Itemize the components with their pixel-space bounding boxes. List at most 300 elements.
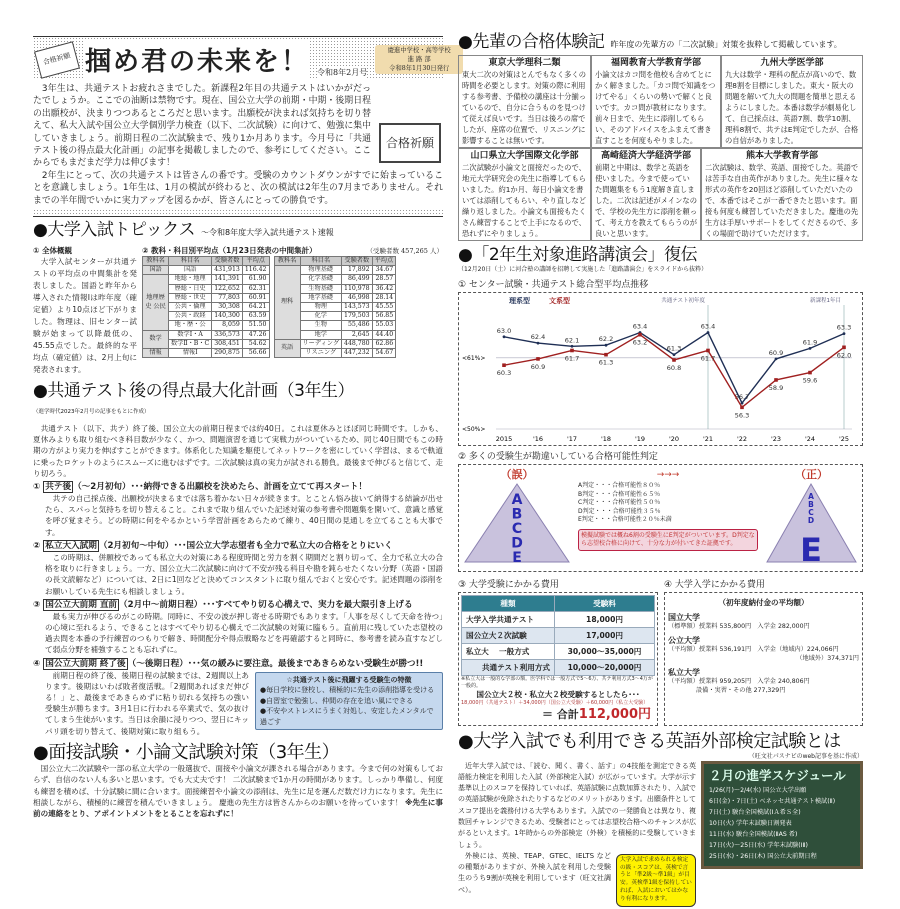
schedule-item: 6日(金)・7日(土) ベネッセ共通テスト模試(Ⅱ) [709, 797, 836, 805]
column-header: 受験者数 [212, 257, 243, 266]
left-column [33, 36, 451, 820]
data-label: 62.1 [564, 336, 580, 345]
legend-bunkei: 文系型 [549, 297, 570, 305]
subject-name: 公共・倫理 [169, 303, 212, 312]
enroll-cost-title: ④ 大学入学にかかる費用 [664, 580, 765, 590]
schedule-item: 25日(水)・26日(木) 国公立大前期日程 [709, 852, 817, 860]
average-score: 28.57 [372, 275, 396, 284]
english-heading: ●大学入試でも利用できる英語外部検定試験とは [458, 730, 841, 752]
subject-name: 地・歴・公 [169, 321, 212, 330]
enroll-title: （初年度納付金の平均額） [718, 598, 809, 607]
average-score: 56.85 [372, 312, 396, 321]
enroll-cost-section [664, 574, 863, 726]
x-tick-label: '18 [600, 435, 612, 443]
examinee-count: 336,573 [212, 330, 243, 339]
step-summary: （～後期日程）･･･気の緩みに要注意。最後まであきらめない受験生が勝つ!! [127, 658, 424, 669]
judgement-level: C判定・・・合格可能性５０％ [578, 499, 661, 506]
testimonial-cell [721, 55, 863, 148]
examinee-count: 8,059 [212, 321, 243, 330]
data-point [605, 344, 608, 347]
average-score: 61.90 [242, 275, 269, 284]
x-tick-label: '20 [668, 435, 680, 443]
average-score: 116.42 [242, 266, 269, 275]
data-point [570, 349, 574, 353]
data-point [808, 371, 812, 375]
table-row [274, 339, 396, 348]
data-label: 62.4 [530, 333, 546, 342]
overview-title: ① 全体概観 [33, 246, 72, 256]
ema-big: 合格祈願 [379, 123, 441, 163]
average-score-chart [459, 293, 859, 445]
cost-line: （地域外）374,371円 [796, 654, 859, 662]
arrow-icon: →→→ [656, 470, 680, 480]
table-row [274, 266, 396, 275]
topics-heading [33, 220, 443, 243]
grade-letter: C [808, 508, 814, 517]
english-callout: 大学入試で求められる検定の級・スコアは、英検で言うと「準2級～準1級」が目安。英検準1級を保持していれば、入試においてはかなり有利になります。 [616, 854, 696, 907]
data-label: 56.3 [734, 411, 750, 420]
step-number: ② [33, 540, 44, 551]
subject-name: 化学基礎 [300, 275, 342, 284]
examinee-count: 140,300 [212, 312, 243, 321]
tips-item: ●不安やストレスにうまく対処し、安定したメンタルで過ごす [260, 707, 434, 726]
examinee-count: 77,803 [212, 293, 243, 302]
cost-case: 国公立大２校・私立大２校受験するとしたら･･･ [476, 690, 640, 699]
interview-text [33, 763, 443, 820]
cost-line: 設備・実習・その他 277,329円 [696, 686, 786, 694]
university-name: 福岡教育大学教育学部 [610, 58, 701, 68]
judgement-level: B判定・・・合格可能性６５％ [578, 490, 661, 498]
university-type: 国立大学 [668, 613, 700, 622]
column-header: 科目名 [169, 257, 212, 266]
data-point [843, 332, 846, 335]
subject-name: 化学 [300, 312, 342, 321]
plan-source-note: （進学時代2023年2月号の記事をもとに作成） [33, 409, 150, 416]
testimonial-cell [458, 148, 591, 241]
average-score: 55.03 [372, 321, 396, 330]
examinee-count: 141,391 [212, 275, 243, 284]
plan-title: ●共通テスト後の得点最大化計画（3年生） [33, 381, 354, 402]
average-score: 54.67 [372, 349, 396, 358]
examinee-count: （受験者数 457,265 人） [366, 247, 443, 256]
examinee-count: 110,978 [342, 284, 373, 293]
step-text: この時期は、併願校であっても私立大の対策にある程度時間と労力を割く期間だと割り切って、全力で私立大の合格を取りに行きましょう。一方、国公立大二次試験に向けて不安が残る科目や勘を鈍らせたくない分野（英語・国語の長文読解など）については、2日に1回などと決めてコンスタントに取り組んでおくと安心です。記述問題の添削をお願いしている先生にも相談しましょう。 [45, 552, 443, 596]
x-tick-label: '22 [736, 435, 748, 443]
average-score: 62.86 [372, 339, 396, 348]
step-text: 最も実力が伸びるのがこの時期。同時に、不安の波が押し寄せる時期でもあります。「人事を尽くして天命を待つ」の心境に至れるよう、できることはすべてやり切る心構えで二次試験の対策に臨もう。直前用に残していた志望校の過去問を本番の予行練習のつもりで解き、時間配分や得点戦略などを再確認すると同時に、参考書を読み直すなどして弱点分野を補強することも忘れずに。 [45, 611, 443, 655]
examinee-count: 448,780 [342, 339, 373, 348]
average-score: 28.14 [372, 293, 396, 302]
lecture-note: （12月20日（土）に河合塾の講師を招聘して実施した「進路講演会」をスライドから抜粋） [458, 266, 708, 273]
english-text [458, 761, 696, 909]
examinee-count: 431,913 [212, 266, 243, 275]
university-cost [668, 667, 859, 695]
senpai-title: ●先輩の合格体験記 [458, 32, 605, 52]
data-point [775, 357, 778, 360]
senpai-row [458, 55, 863, 148]
examinee-count: 55,486 [342, 321, 373, 330]
testimonial-text: 二次試験は、数学、英語、面接でした。英語では苦手な自由英作がありました。先生に様々な形式の英作を20回ほど添削していただいたので、本番ではそこが一番できたと思います。面接も何度も練習していただきました。慶進の先生方は手厚いサポートをしてくださるので、多くの場面で助けていただけます。 [705, 163, 859, 238]
data-label: 61.9 [802, 338, 818, 347]
issue-label: 令和8年2月号 [317, 68, 368, 77]
testimonial-text: 前期と中期は、数学と英語を使いました。今まで使っていた問題集をもう1度解き直しました。二次は記述がメインなので、学校の先生方に添削を頼って、考え方を教えてもらうのが良いと思います。 [595, 163, 698, 238]
data-point [740, 406, 744, 410]
testimonial-text: 東大二次の対策はとんでもなく多くの時間を必要とします。対策の際に利用する参考書、予備校の講座は十分揃っているので、自分に合うものを見つけて従えば良いです。当日は後ろの席でしたが、座席の位置で、リスニングに影響することは無いです。 [462, 70, 587, 145]
schedule-title: ２月の進学スケジュール [709, 767, 846, 783]
average-score: 36.42 [372, 284, 396, 293]
schedule-item: 7日(土) 駿台全国模試(ⅠＡ希Ｓ全) [709, 808, 801, 816]
overview [33, 246, 137, 376]
topics-title: ●大学入試トピックス [33, 220, 195, 241]
average-score: 64.21 [242, 303, 269, 312]
data-label: 63.4 [700, 322, 716, 331]
judgement-level: D判定・・・合格可能性３５％ [578, 507, 661, 515]
tips-box [255, 672, 443, 731]
english-note: （旺文社パスナビのweb記事を基に作成） [748, 752, 863, 760]
data-label: 58.9 [768, 383, 784, 392]
data-point [503, 335, 506, 338]
column-header: 平均点 [242, 257, 269, 266]
examinee-count: 2,645 [342, 330, 373, 339]
chart-frame [458, 292, 863, 446]
marker-label: 新課程1年目 [810, 298, 841, 304]
university-name: 東京大学理科二類 [488, 58, 561, 68]
average-score: 44.40 [372, 330, 396, 339]
subject-group: 理科 [274, 266, 300, 340]
cost-sections [458, 574, 863, 726]
step-summary: （2月中～前期日程）･･･すべてやり切る心構えで、実力を最大限引き上げる [119, 599, 413, 610]
average-score: 45.55 [372, 303, 396, 312]
subject-group: 数学 [143, 330, 169, 348]
data-label: 63.3 [836, 323, 852, 332]
schedule-item: 11日(水) 駿台全国模試(ⅡAS 希) [709, 830, 798, 838]
cost-calculation: 18,000円（共通テスト）＋34,000円（国公立大受験）＋60,000円（私立大受験） [461, 700, 649, 706]
plan-steps [33, 481, 443, 737]
score-tables [142, 246, 443, 376]
cost-fine-print: ※私立大は一般的な学部の額。医学科では一般方式で5～6万、共テ利用方式3～4万が一般的。 [461, 676, 653, 689]
intro-paragraph: 2年生にとって、次の共通テストは皆さんの番です。受験のカウントダウンがすでに始まっていることを意識しましょう。1年生は、1月の模試が終わると、次の模試は2年生の7月までありません。それまでの半年間でいかに実力アップを図るかが、皆さんにとっての勝負です。 [33, 170, 443, 206]
right-pyramid [764, 482, 859, 564]
column-header: 教科名 [143, 257, 169, 266]
university-type: 公立大学 [668, 636, 700, 646]
wrong-label: （誤） [500, 468, 534, 481]
english-paragraph: 近年大学入試では、「読む、聞く、書く、話す」の4技能を測定できる英語能力検定を利用した入試（外部検定入試）が広がっています。大学が示す基準以上のスコアを保持していれば、英語試験に点数加算されたり、入試での英語試験が免除されたりするなどのメリットがあります。出願条件としてスコア提出を義務付ける大学もあります。入試での一発勝負とは異なり、複数回チャレンジできるため、受験者にとっては志望校合格へのチャンスが広がるといえます。1年時からの外部検定（外検）を積極的に受験していきましょう。 [458, 761, 696, 849]
data-label: 63.4 [632, 322, 648, 331]
grade-letter: E [800, 531, 822, 564]
newsletter-title: 掴め君の未来を！ [85, 41, 309, 78]
schedule-item: 1/26(月)～2/4(水) 国公立大学出願 [709, 786, 807, 794]
enroll-cost-frame [664, 592, 863, 726]
interview-body: 国公立大二次試験や一部の私立大学の一般選抜で、面接や小論文が課される場合があります。今まで何の対策もしておらず、自信のない人も多いと思います。でも大丈夫です！ 二次試験まで1か月の時間があります。しっかり準備し、何度も練習を積めば、十分試験に間に合います。面接練習や小論文の添削は、先生に足を運んだ数だけ力になります。先生に相談しながら、積極的に練習を積んでいきましょう。 慶進の先生方は皆さんからのお願いを待っています！ [33, 763, 443, 807]
column-header: 受験者数 [342, 257, 373, 266]
header-rule-bottom [33, 209, 443, 217]
schedule-list [709, 786, 855, 861]
exam-fee: 10,000～20,000円 [555, 660, 655, 676]
cost-column-header: 受験料 [555, 596, 655, 612]
cost-header-row [462, 596, 655, 612]
data-label: 61.3 [666, 344, 682, 353]
right-label: （正） [795, 468, 828, 481]
data-label: 63.0 [496, 326, 512, 335]
subject-name: 物理基礎 [300, 266, 342, 275]
judgement-levels [578, 482, 758, 525]
data-label: 61.7 [700, 354, 716, 363]
english-body [458, 761, 863, 909]
exam-cost-title: ③ 大学受験にかかる費用 [458, 580, 559, 590]
reference-label: <61%> [462, 354, 486, 362]
data-point [604, 353, 608, 357]
step-heading [33, 540, 443, 552]
data-label: 60.9 [768, 348, 784, 357]
step-heading [33, 599, 443, 611]
university-cost [668, 612, 859, 631]
plan-step [33, 599, 443, 656]
overview-text: 大学入試センターが共通テストの平均点の中間集計を発表しました。国語と昨年から導入された情報Ⅰは昨年度（確定値）より10点ほど下がりました。物理は、旧センター試験が始まって以降最低の、45.55点でした。最終的な平均点（確定値）は、2月上旬に発表されます。 [33, 257, 137, 375]
subject-name: リスニング [300, 349, 342, 358]
average-score: 56.66 [242, 349, 269, 358]
average-score: 63.59 [242, 312, 269, 321]
score-table-left [142, 256, 270, 358]
cost-row [462, 660, 655, 676]
data-label: 56.7 [734, 393, 750, 402]
judgement-middle [578, 468, 758, 551]
step-period: 国公立大前期 直前 [45, 599, 118, 610]
average-score: 62.31 [242, 284, 269, 293]
examinee-count: 290,875 [212, 349, 243, 358]
column-header: 科目名 [300, 257, 342, 266]
average-score: 60.91 [242, 293, 269, 302]
department: 進 路 部 [407, 56, 431, 63]
x-tick-label: '23 [770, 435, 782, 443]
wrong-pyramid-block [462, 468, 572, 568]
score-table-title: ② 教科・科目別平均点（1月23日発表の中間集計） [142, 246, 317, 256]
step-number: ④ [33, 658, 44, 669]
subject-name: 生物基礎 [300, 284, 342, 293]
legend-rikei: 理系型 [509, 297, 530, 305]
data-point [536, 357, 540, 361]
data-point [502, 363, 506, 367]
data-label: 59.6 [802, 376, 818, 385]
intro [33, 83, 443, 207]
average-score: 34.67 [372, 266, 396, 275]
judgement-level: E判定・・・合格可能性２０％未満 [578, 516, 672, 523]
subject-name: 地学基礎 [300, 293, 342, 302]
reference-label: <50%> [462, 426, 486, 433]
examinee-count: 122,652 [212, 284, 243, 293]
plan-step [33, 481, 443, 538]
step-number: ③ [33, 599, 44, 610]
testimonial-text: 小論文はカコ問を他校も含めてとにかく解きました。「カコ問で知識をつけてやる」くらいの勢いで解くと良いです。カコ問が教材になります。前々日まで、先生に添削してもらい、そのアドバイスをふまえて書き直すことを何度もやりました。 [595, 70, 716, 145]
grade-letter: A [511, 492, 523, 508]
tips-title: ☆共通テスト後に飛躍する受験生の特徴 [286, 675, 412, 684]
step-text: 前期日程の終了後、後期日程の試験までは、2週間以上あります。後期はいわば敗者復活戦。「2週間あればまだ伸びる！」と、最後まであきらめずに粘り切れる気持ちの強い受験生が勝ちます。3月1日に行われる卒業式で、気の抜けてしまう生徒がいます。当日は余韻に浸りつつ、翌日にキッパリ頭を切り替えて、後期対策に取り組もう。 [45, 670, 249, 736]
table-header-row [274, 257, 396, 266]
senpai-row [458, 148, 863, 241]
testimonial-text: 九大は数学・理科の配点が高いので、数理8割を目標にしました。東大・阪大の問題を解いて九大の問題を簡単と思えるようにしました。本番は数学が劇易化して、自己採点は、英語7割、数学10割、理科8割で、共テはE判定でしたが、合格の自信がありました。 [725, 70, 859, 145]
cost-row [462, 644, 655, 660]
data-point [571, 345, 574, 348]
pyramid-section-title: ② 多くの受験生が勘違いしている合格可能性判定 [458, 452, 658, 462]
subject-name: 情報Ⅰ [169, 349, 212, 358]
data-point [741, 402, 744, 405]
total-amount: 112,000円 [578, 706, 651, 722]
lecture-heading: ●「2年生対象進路講演会」復伝 [458, 245, 698, 265]
data-point [672, 358, 676, 362]
subject-name: 物理 [300, 303, 342, 312]
cost-line: （標準額）授業料 535,800円 入学金 282,000円 [668, 623, 810, 630]
x-tick-label: '17 [566, 435, 578, 443]
subject-group: 国語 [143, 266, 169, 275]
subject-name: 歴総・世史 [169, 293, 212, 302]
data-label: 60.8 [666, 363, 682, 372]
examinee-count: 46,998 [342, 293, 373, 302]
examinee-count: 308,451 [212, 339, 243, 348]
judgement-level: A判定・・・合格可能性８０％ [578, 482, 661, 489]
data-point [673, 353, 676, 356]
exam-type: 共通テスト利用方式 [462, 660, 555, 676]
exam-fee: 30,000～35,000円 [555, 644, 655, 660]
right-pyramid-block [764, 468, 859, 568]
plan-intro: 共通テスト（以下、共テ）終了後、国公立大の前期日程までは約40日。これは夏休みとほぼ同じ時間です。しかも、夏休みよりも取り組むべき科目数が少なく、かつ、問題演習を通じて実戦力がついているため、同じ40日間でもこの時期の方がより実力を伸ばすことができます。体系化した知識を駆使してネットワークを密にしていく学習は、まるで軌道に乗ったロケットのようにスムーズに進むはずです。二次試験は真の実力が試される勝負。最後まで伸びると信じて、走り切ろう。 [33, 424, 443, 478]
senpai-subtitle: 昨年度の先輩方の「二次試験」対策を抜粋して掲載しています。 [610, 40, 842, 49]
data-label: 61.7 [564, 354, 580, 363]
data-label: 60.9 [530, 362, 546, 371]
step-heading [33, 481, 443, 493]
table-header-row [143, 257, 270, 266]
university-name: 熊本大学教育学部 [745, 151, 818, 161]
x-tick-label: '25 [838, 435, 850, 443]
table-row [143, 330, 270, 339]
school-name: 慶進中学校・高等学校 [387, 47, 451, 54]
table-row [143, 266, 270, 275]
university-cost [668, 635, 859, 663]
tips-item: ●毎日学校に登校し、積極的に先生の添削指導を受ける [260, 686, 435, 695]
x-tick-label: 2015 [495, 435, 513, 443]
average-score: 54.62 [242, 339, 269, 348]
exam-type: 国公立大２次試験 [462, 628, 555, 644]
step-summary: （2月初旬～中旬）･･･国公立大学志望者も全力で私立大の合格をとりにいく [98, 540, 393, 551]
ema-small: 合格祈願 [34, 41, 80, 78]
exam-fee: 17,000円 [555, 628, 655, 644]
wrong-pyramid [462, 482, 572, 564]
data-label: 62.2 [598, 335, 614, 344]
subject-name: リーディング [300, 339, 342, 348]
schedule-item: 10日(火) 学年末試験日割発表 [709, 819, 792, 827]
score-table-right [274, 256, 397, 358]
cost-row [462, 612, 655, 628]
subject-name: 数学Ⅱ・B・C [169, 339, 212, 348]
table-row [143, 349, 270, 358]
enroll-list [668, 612, 859, 695]
chart-section-title: ① センター試験・共通テスト総合型平均点推移 [458, 280, 649, 290]
intro-paragraph: 3年生は、共通テストお疲れさまでした。新課程2年目の共通テストはいかがだったでしょうか。ここでの油断は禁物です。現在、国公立大学の前期・中期・後期日程の出願校が、決まりつつあるところだと思います。出願校が決まれば気持ちを切り替えて、私大入試や国公立大学個別学力検査（以下、二次試験）に向けて、勉強に集中していきましょう。前期日程の二次試験まで、残り1か月あります。今月号に「共通テスト後の得点最大化計画」の記事を掲載しましたので、参考にしてください。ここからでもまだまだ学力は伸びます！ [33, 84, 371, 169]
examinee-count: 30,308 [212, 303, 243, 312]
table-row [143, 275, 270, 284]
examinee-count: 17,892 [342, 266, 373, 275]
tips-item: ●自習室で勉強し、仲間の存在を追い風にできる [260, 696, 414, 705]
exam-cost-frame [458, 592, 658, 726]
topics-body [33, 246, 443, 376]
grade-letter: D [807, 516, 815, 525]
data-point [774, 378, 778, 382]
examinee-count: 86,499 [342, 275, 373, 284]
subject-name: 歴総・日史 [169, 284, 212, 293]
grade-letter: A [808, 492, 814, 501]
senpai-heading [458, 32, 863, 55]
grade-letter: B [511, 506, 523, 523]
subject-name: 地総・地理 [169, 275, 212, 284]
step-number: ① [33, 482, 44, 493]
university-name: 高崎経済大学経済学部 [600, 151, 691, 161]
university-name: 九州大学医学部 [760, 58, 824, 68]
pyramid-frame [458, 464, 863, 572]
data-label: 63.2 [632, 338, 648, 347]
grade-letter: D [511, 535, 523, 552]
right-column [458, 32, 863, 909]
testimonial-cell [591, 55, 721, 148]
testimonial-cell [591, 148, 701, 241]
examinee-count: 447,232 [342, 349, 373, 358]
step-period: 共テ後 [45, 482, 72, 493]
exam-type: 私立大 一般方式 [462, 644, 555, 660]
x-tick-label: '21 [702, 435, 714, 443]
subject-name: 生物 [300, 321, 342, 330]
data-point [638, 333, 642, 337]
publish-date: 令和8年1月30日発行 [389, 65, 450, 72]
exam-cost-section [458, 574, 658, 726]
schedule-item: 17日(火)～25日(水) 学年末試験(ⅠⅡ) [709, 841, 808, 849]
data-point [809, 347, 812, 350]
university-name: 山口県立大学国際文化学部 [470, 151, 579, 161]
schedule-board [701, 761, 863, 869]
subject-name: 数学Ⅰ・A [169, 330, 212, 339]
x-tick-label: '24 [804, 435, 816, 443]
subject-name: 国語 [169, 266, 212, 275]
subject-name: 地学 [300, 330, 342, 339]
topics-subtitle: ～令和8年度大学入試共通テスト速報 [200, 228, 334, 238]
data-point [706, 349, 710, 353]
grade-letter: C [511, 521, 523, 537]
plan-heading [33, 381, 443, 423]
grade-letter: E [512, 550, 522, 564]
cost-line: （平均額）授業料 959,205円 入学金 240,806円 [668, 678, 810, 686]
step-period: 国公立大前期 終了後 [45, 658, 126, 669]
masthead [33, 36, 451, 80]
step-text: 共テの自己採点後、出願校が決まるまでは落ち着かない日々が続きます。とことん悩み抜いて納得する結論が出せたら、スパっと気持ちを切り替えること。これまで取り組んでいた記述対策の参考書や問題集を開いて、意識と感覚を呼び覚まそう。どの時期に何をやるかという学習計画をあらためて練り、40日間の見通しを立てることも大事です。 [45, 494, 443, 537]
plan-step [33, 658, 443, 737]
column-header: 教科名 [274, 257, 300, 266]
exam-fee: 18,000円 [555, 612, 655, 628]
judgement-note: 模擬試験では概ね6割の受験生にE判定がついています。D判定なら志望校合格に向けて、十分な力が付いてきた証拠です。 [578, 529, 758, 551]
interview-emphasis: ※先生に事前の連絡をとり、アポイントメントをとることを忘れずに！ [33, 797, 443, 819]
column-header: 平均点 [372, 257, 396, 266]
plan-step [33, 540, 443, 597]
examinee-count: 179,503 [342, 312, 373, 321]
subject-group: 英語 [274, 339, 300, 357]
grade-letter: B [808, 500, 814, 509]
subject-name: 公共・政経 [169, 312, 212, 321]
publisher-box [375, 45, 463, 74]
data-point [842, 346, 846, 350]
x-tick-label: '16 [532, 435, 544, 443]
exam-type: 大学入学共通テスト [462, 612, 555, 628]
subject-group: 地理歴史 公民 [143, 275, 169, 330]
marker-label: 共通テスト初年度 [661, 298, 705, 304]
cost-line: （平均額）授業料 536,191円 入学金（地域内）224,066円 [668, 646, 839, 654]
average-score: 47.26 [242, 330, 269, 339]
total-label: ＝ 合計 [541, 707, 579, 721]
examinee-count: 143,573 [342, 303, 373, 312]
